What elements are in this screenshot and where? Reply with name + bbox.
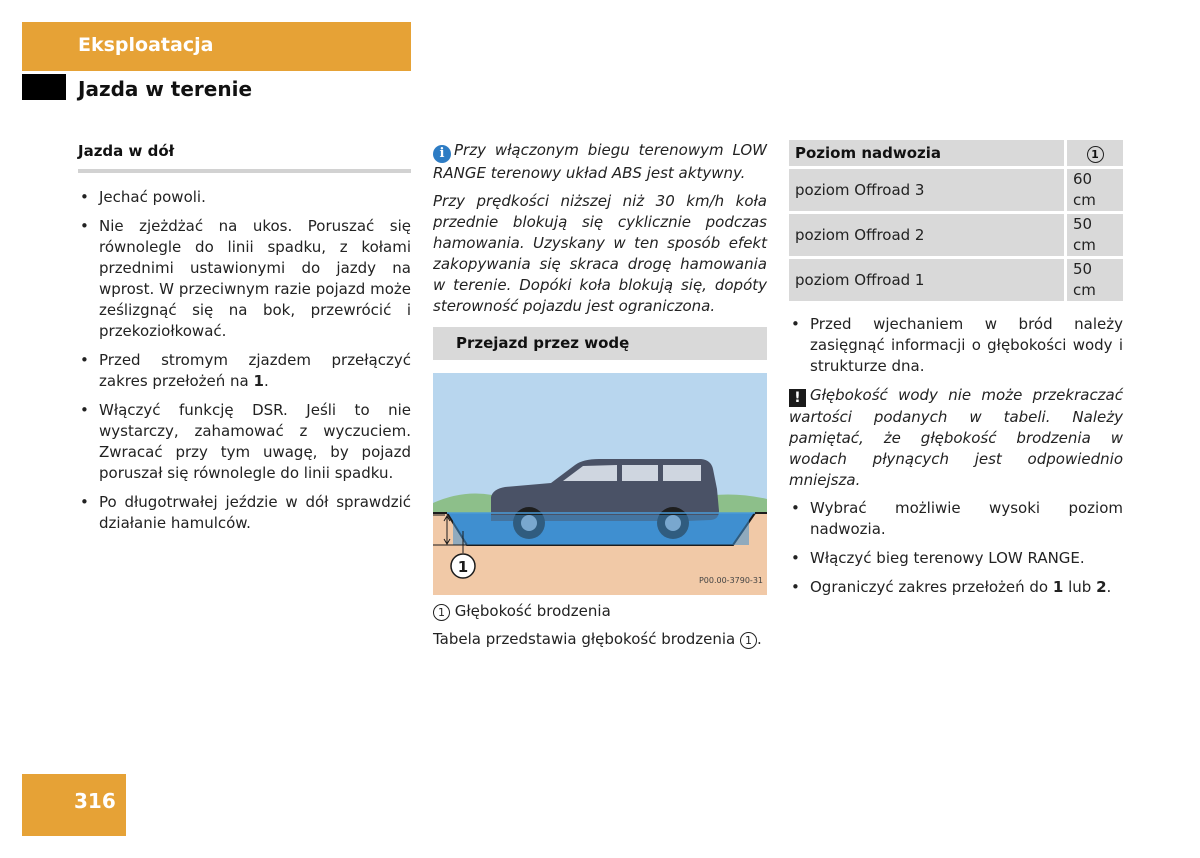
- table-cell-depth: 50 cm: [1067, 259, 1123, 301]
- warning-text: Głębokość wody nie może przekraczać wartości podanych w tabeli. Należy pamiętać, że głębokość brodzenia w wodach płynących jest odpowiednio mniejsza.: [789, 386, 1123, 489]
- water-crossing-heading: Przejazd przez wodę: [433, 327, 767, 360]
- list-item: • Po długotrwałej jeździe w dół sprawdzić działanie hamulców.: [78, 492, 411, 534]
- caption-text: Głębokość brodzenia: [454, 602, 611, 620]
- info-icon: i: [433, 145, 451, 163]
- table-header-level: Poziom nadwozia: [789, 140, 1067, 166]
- column-middle: [433, 140, 767, 650]
- sentence-end: .: [757, 630, 762, 648]
- list-item: • Włączyć bieg terenowy LOW RANGE.: [789, 548, 1123, 569]
- page-number: 316: [74, 789, 116, 813]
- section-title: Eksploatacja: [78, 34, 214, 56]
- figure-code: P00.00-3790-31: [698, 576, 763, 585]
- table-cell-depth: 60 cm: [1067, 169, 1123, 211]
- sentence-end: .: [1106, 578, 1112, 596]
- water-surface: [453, 515, 749, 545]
- table-cell-level: poziom Offroad 3: [789, 169, 1067, 211]
- info-note-text: Przy włączonym biegu terenowym LOW RANGE terenowy układ ABS jest aktywny.: [433, 141, 767, 182]
- table-row: [789, 259, 1123, 301]
- table-reference: [433, 629, 767, 650]
- list-item: [789, 577, 1123, 598]
- subheading-downhill: Jazda w dół: [78, 140, 411, 173]
- list-item: • Przed wjechaniem w bród należy zasięgnąć informacji o głębokości wody i strukturze dna.: [789, 314, 1123, 377]
- conjunction: lub: [1068, 578, 1092, 596]
- table-header-row: [789, 140, 1123, 166]
- wading-figure-svg: [433, 373, 767, 595]
- gear-value: 2: [1096, 578, 1107, 596]
- list-item-text: Ograniczyć zakres przełożeń do: [810, 578, 1049, 596]
- car-window-middle: [622, 465, 658, 481]
- table-row: [789, 214, 1123, 256]
- warning-note: [789, 385, 1123, 491]
- car-window-rear: [663, 465, 701, 481]
- caption-number: 1: [433, 604, 450, 621]
- list-item: • Wybrać możliwie wysoki poziom nadwozia.: [789, 498, 1123, 540]
- warning-icon: !: [789, 389, 806, 407]
- table-cell-depth: 50 cm: [1067, 214, 1123, 256]
- abs-note: Przy prędkości niższej niż 30 km/h koła przednie blokują się cyklicznie podczas hamowania. Uzyskany w ten sposób efekt zakopywania się skraca drogę hamowania w terenie. Dopóki koła blokują się, dopóty sterowność pojazdu jest ograniczona.: [433, 192, 767, 315]
- list-item: [78, 350, 411, 392]
- list-item: • Włączyć funkcję DSR. Jeśli to nie wystarczy, zahamować z wyczuciem. Zwracać przy tym uwagę, by pojazd poruszał się równolegle do linii spadku.: [78, 400, 411, 484]
- list-item: • Jechać powoli.: [78, 187, 411, 208]
- table-header-depth: [1067, 140, 1123, 166]
- title-marker: [22, 74, 66, 100]
- wading-steps-list: [789, 498, 1123, 598]
- gear-value: 1: [1052, 578, 1064, 596]
- table-cell-level: poziom Offroad 2: [789, 214, 1067, 256]
- wading-depth-table: [789, 137, 1123, 304]
- table-cell-level: poziom Offroad 1: [789, 259, 1067, 301]
- wading-illustration: [433, 373, 767, 595]
- page-title: Jazda w terenie: [78, 77, 253, 101]
- info-note: [433, 140, 767, 184]
- header-number: 1: [1087, 146, 1104, 163]
- list-item: • Nie zjeżdżać na ukos. Poruszać się równolegle do linii spadku, z kołami przednimi ustawionymi do jazdy na wprost. W przeciwnym razie pojazd może ześlizgnąć się na bok, przewrócić i przekoziołkować.: [78, 216, 411, 342]
- figure-caption: [433, 601, 767, 622]
- table-row: [789, 169, 1123, 211]
- pre-wading-list: [789, 314, 1123, 377]
- downhill-list: [78, 187, 411, 534]
- column-left: [78, 140, 411, 542]
- sentence-end: .: [263, 372, 269, 390]
- figure-marker-label: 1: [457, 558, 469, 576]
- column-right: [789, 140, 1123, 606]
- list-item-text: Przed stromym zjazdem przełączyć zakres przełożeń na: [99, 351, 411, 390]
- gear-value: 1: [253, 372, 264, 390]
- table-reference-text: Tabela przedstawia głębokość brodzenia: [433, 630, 736, 648]
- reference-number: 1: [740, 632, 757, 649]
